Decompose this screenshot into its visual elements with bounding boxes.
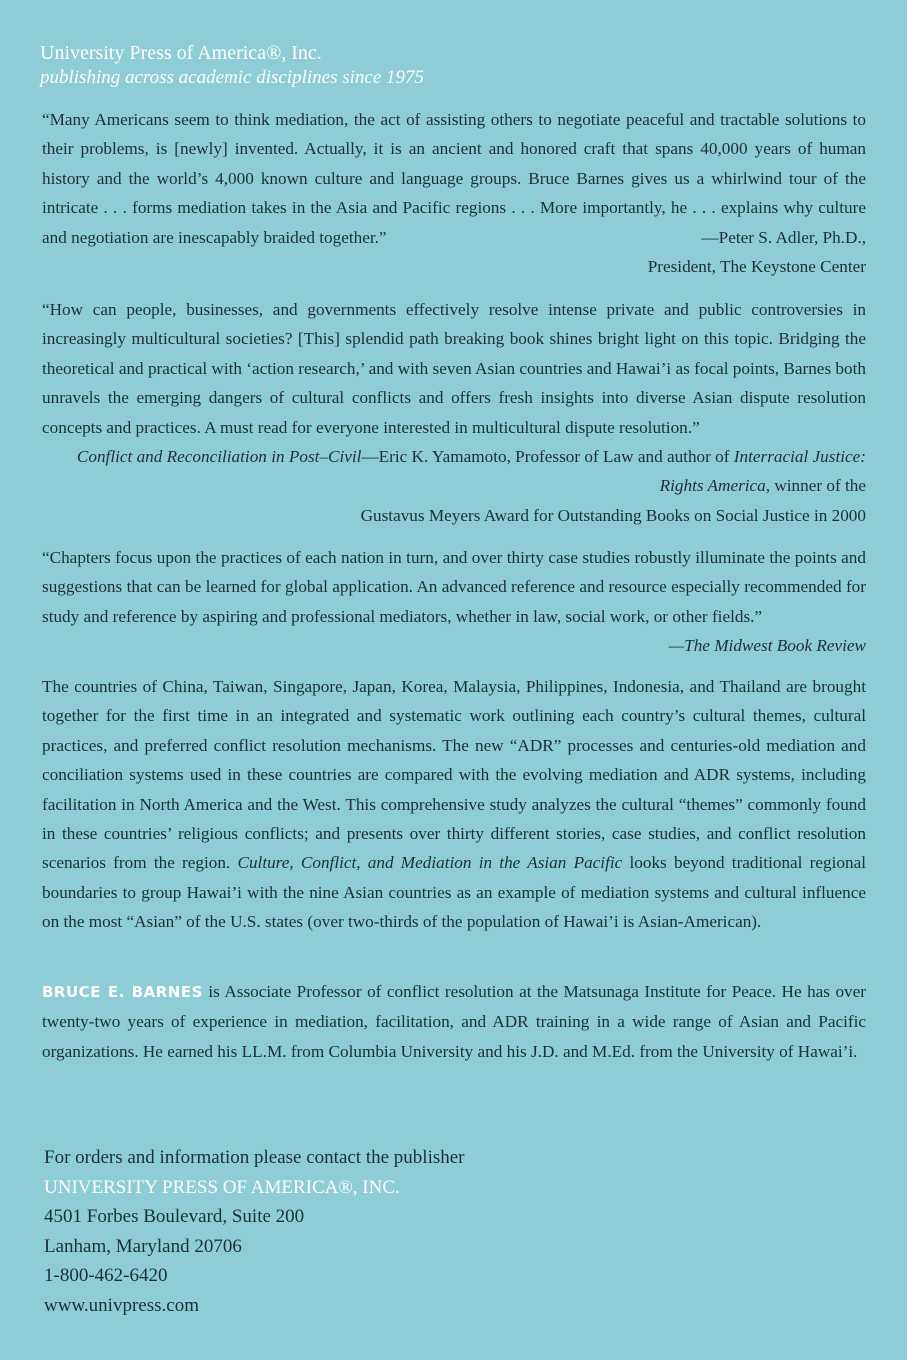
book-description [42, 672, 866, 937]
attribution-book-title-2: Conflict and Reconciliation in Post–Civil Rights America [76, 447, 766, 496]
description-text-1: The countries of China, Taiwan, Singapore, Japan, Korea, Malaysia, Philippines, Indonesia, and Thailand are brought together for the first time in an integrated and systematic work outlining each country’s cultural themes, cultural practices, and preferred conflict resolution mechanisms. The new “ADR” processes and centuries-old mediation and conciliation systems used in these countries are compared with the evolving mediation and ADR systems, including facilitation in North America and the West. This comprehensive study analyzes the cultural “themes” commonly found in these countries’ religious conflicts; and presents over thirty different stories, case studies, and conflict resolution scenarios from the region. [42, 677, 866, 873]
quote-attribution: —The Midwest Book Review [668, 636, 866, 656]
publisher-tagline: publishing across academic disciplines since 1975 [40, 67, 424, 88]
attribution-mid: , Professor of Law and author of [506, 447, 734, 467]
review-quote-adler [42, 105, 866, 281]
contact-block [44, 1143, 465, 1320]
book-title: Culture, Conflict, and Mediation in the Asian Pacific [237, 853, 623, 873]
review-quote-yamamoto [42, 295, 866, 530]
contact-website: www.univpress.com [44, 1294, 199, 1316]
contact-publisher: UNIVERSITY PRESS OF AMERICA®, INC. [44, 1176, 400, 1198]
publisher-name: University Press of America®, Inc. [40, 42, 322, 64]
attribution-name: —Eric K. Yamamoto [361, 447, 507, 467]
quote-text: “How can people, businesses, and governments effectively resolve intense private and public controversies in increasingly multicultural societies? [This] splendid path breaking book shines bright light on this topic. Bridging the theoretical and practical with ‘action research,’ and with seven Asian countries and Hawai’i as focal points, Barnes both unravels the emerging dangers of cultural conflicts and offers fresh insights into diverse Asian dispute resolution concepts and practices. A must read for everyone interested in multicultural dispute resolution.” [42, 300, 866, 437]
publisher-header [40, 40, 424, 90]
attribution-name: —Peter S. Adler [701, 227, 814, 247]
quote-attribution [701, 223, 866, 252]
attribution-suffix: , Ph.D., [813, 227, 866, 247]
bio-text: is Associate Professor of conflict resolution at the Matsunaga Institute for Peace. He has over twenty-two years of experience in mediation, facilitation, and ADR training in a wide range of Asian and Pacific organizations. He earned his LL.M. from Columbia University and his J.D. and M.Ed. from the University of Hawai’i. [42, 982, 867, 1061]
attribution-award-intro: , winner of the [765, 476, 866, 496]
quote-attribution [361, 442, 866, 471]
review-quote-midwest [42, 543, 866, 661]
contact-address-line-1: 4501 Forbes Boulevard, Suite 200 [44, 1206, 305, 1227]
author-bio [42, 977, 866, 1066]
contact-phone: 1-800-462-6420 [44, 1265, 168, 1286]
attribution-book-title-1: Interracial Justice: [733, 447, 866, 467]
quote-text: “Chapters focus upon the practices of each nation in turn, and over thirty case studies robustly illuminate the points and suggestions that can be learned for global application. An advanced reference and resource especially recommended for study and reference by aspiring and professional mediators, whether in law, social work, or other fields.” [42, 548, 866, 626]
quote-text: “Many Americans seem to think mediation, the act of assisting others to negotiate peaceful and tractable solutions to their problems, is [newly] invented. Actually, it is an ancient and honored craft that spans 40,000 years of human history and the world’s 4,000 known culture and language groups. Bruce Barnes gives us a whirlwind tour of the intricate . . . forms mediation takes in the Asia and Pacific regions . . . More importantly, he . . . explains why culture and negotiation are inescapably braided together.” [42, 110, 866, 247]
description-text-2: looks beyond traditional regional boundaries to group Hawai’i with the nine Asian countries as an example of mediation systems and cultural influence on the most “Asian” of the U.S. states (over two-thirds of the population of Hawai’i is Asian-American). [42, 853, 866, 932]
contact-intro: For orders and information please contact the publisher [44, 1147, 465, 1168]
attribution-award: Gustavus Meyers Award for Outstanding Books on Social Justice in 2000 [360, 505, 866, 525]
attribution-affiliation: President, The Keystone Center [647, 257, 866, 277]
contact-address-line-2: Lanham, Maryland 20706 [44, 1235, 242, 1257]
author-name: BRUCE E. BARNES [42, 983, 203, 1001]
